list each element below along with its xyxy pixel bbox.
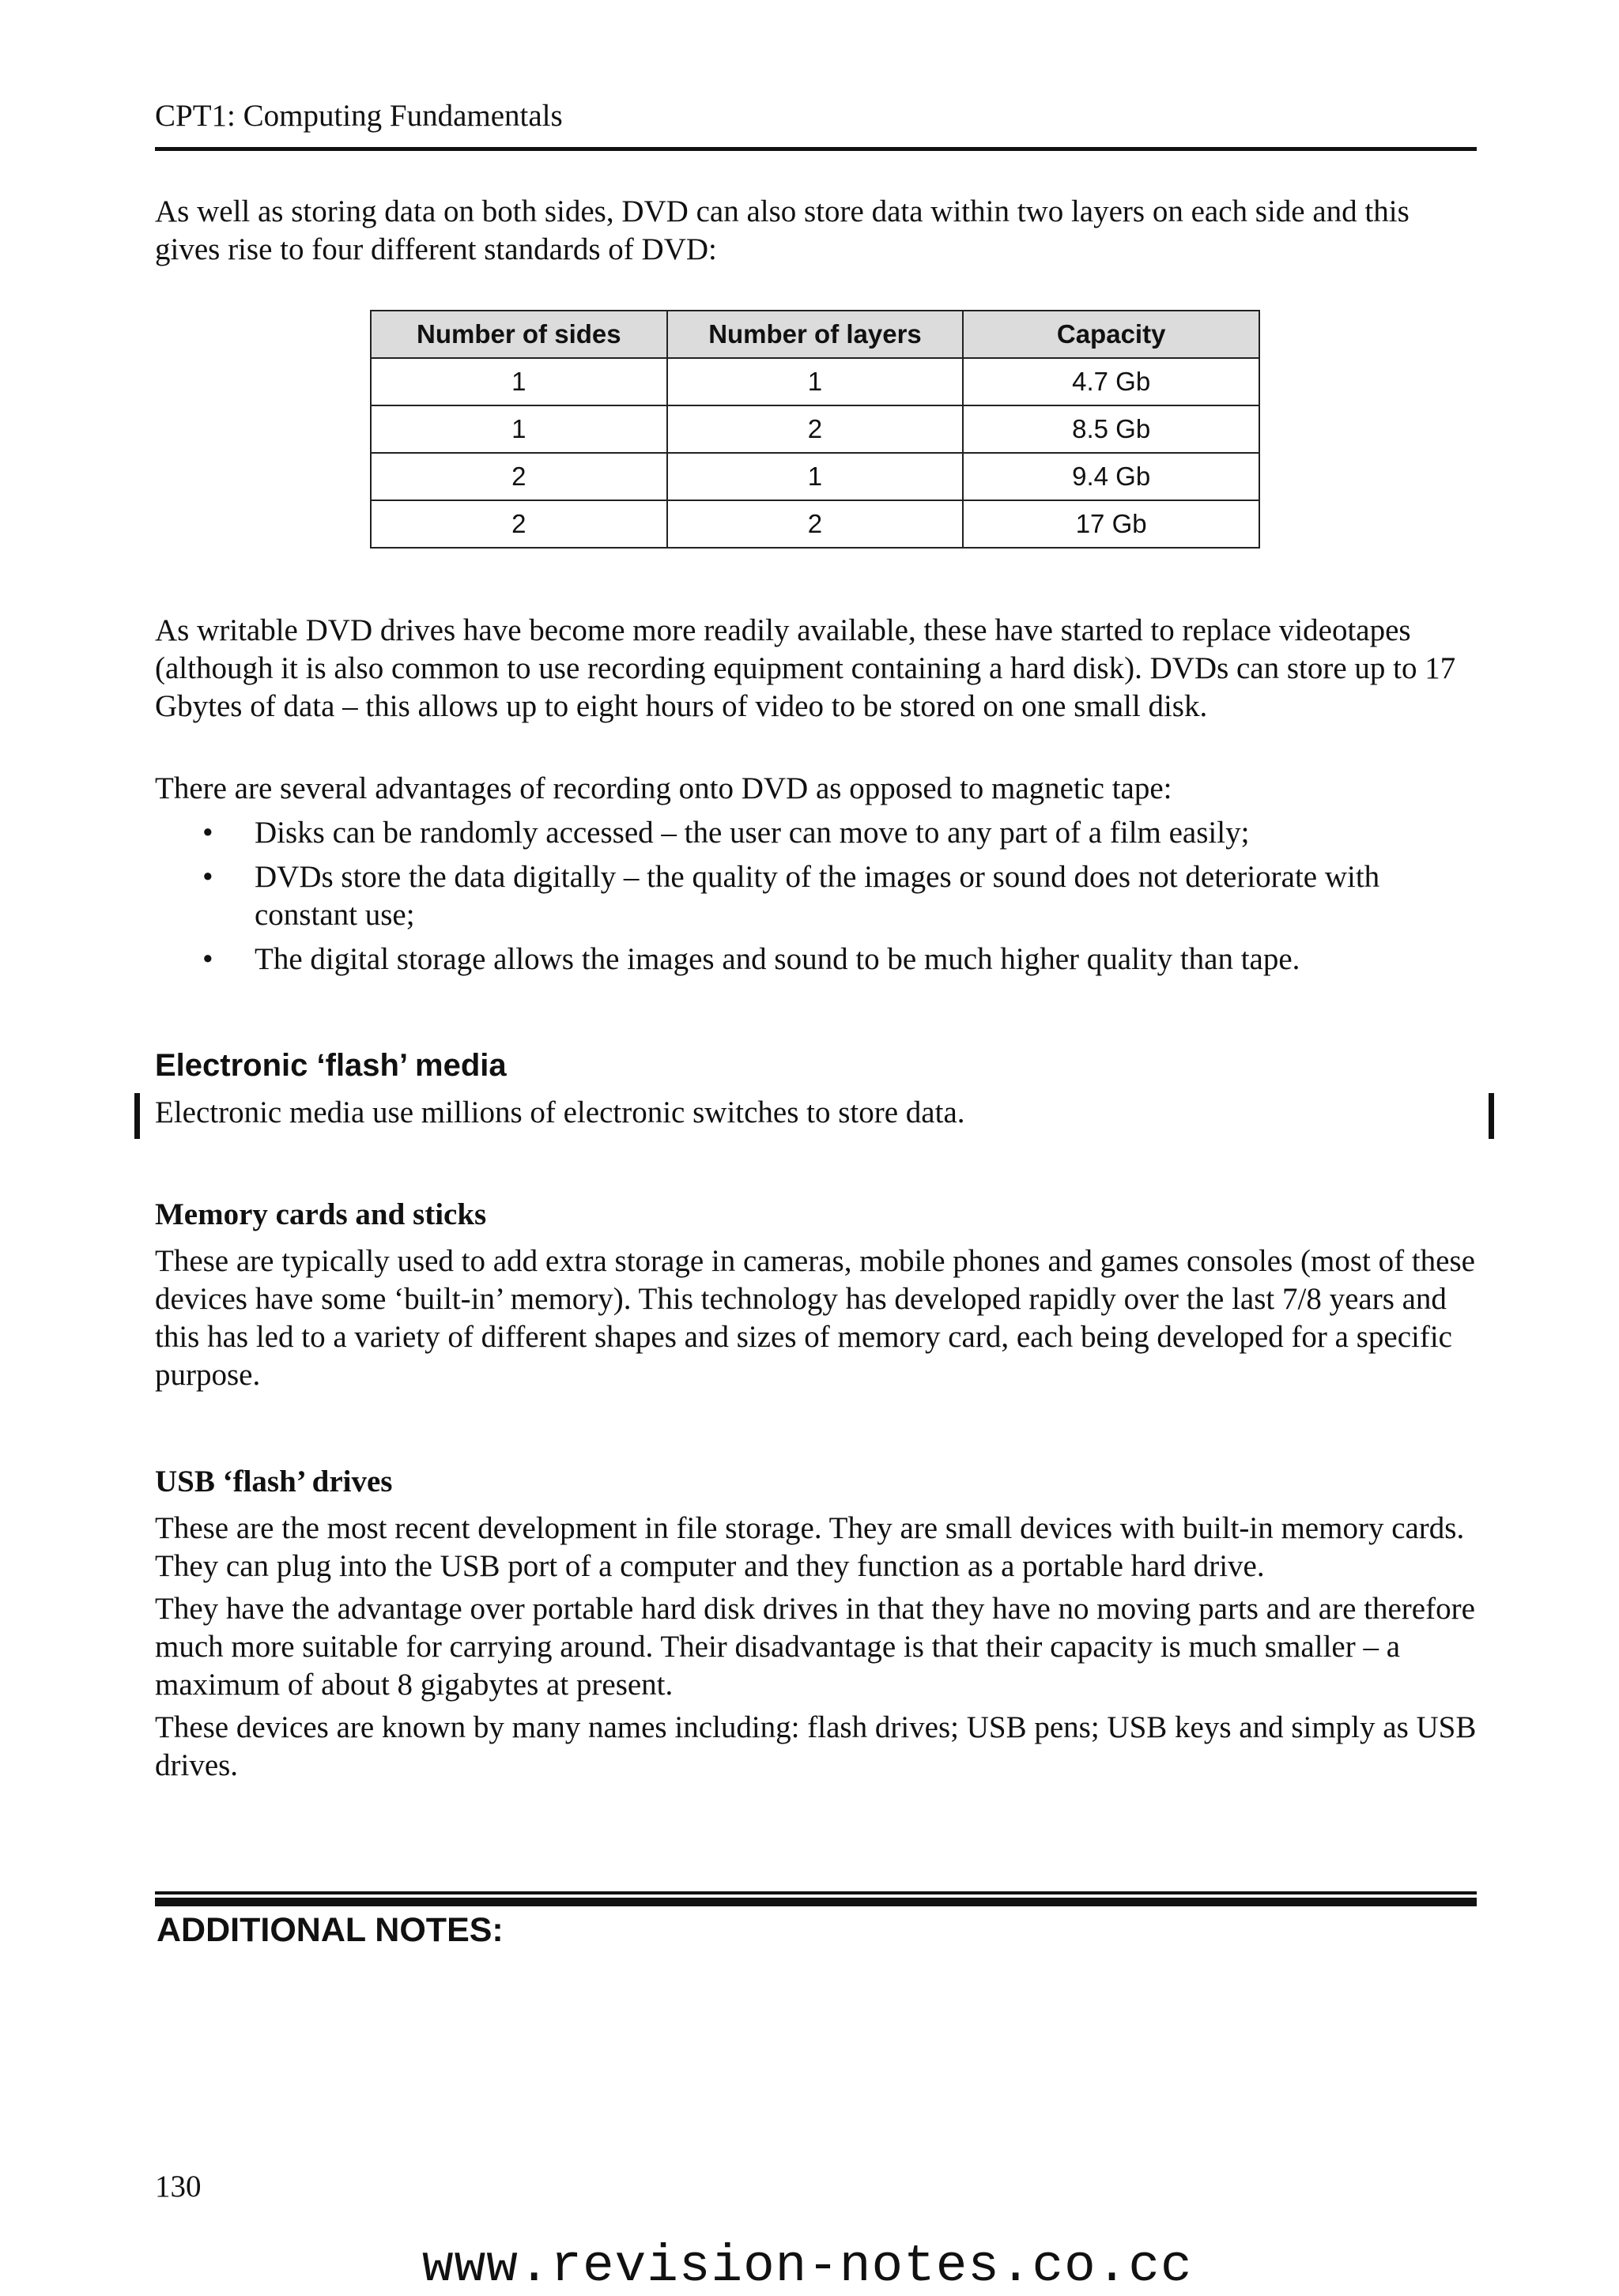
table-header-row <box>371 311 1259 358</box>
table-row <box>371 500 1259 548</box>
flash-media-intro: Electronic media use millions of electronic switches to store data. <box>155 1095 965 1129</box>
watermark-url: www.revision-notes.co.cc <box>422 2237 1193 2296</box>
usb-paragraph: They have the advantage over portable hard disk drives in that they have no moving parts and are therefore much more suitable for carrying around. Their disadvantage is that their capacity is much smaller – a maximum of about 8 gigabytes at present. <box>155 1592 1475 1702</box>
advantages-list <box>155 814 1477 985</box>
running-header: CPT1: Computing Fundamentals <box>155 99 563 133</box>
table-cell-sides: 1 <box>371 405 667 453</box>
additional-notes-heading: ADDITIONAL NOTES: <box>157 1911 504 1949</box>
notes-rule-thin <box>155 1891 1477 1894</box>
list-item-text: DVDs store the data digitally – the quality of the images or sound does not deteriorate with constant use; <box>255 860 1380 932</box>
table-cell-sides: 1 <box>371 358 667 405</box>
table-row <box>371 453 1259 500</box>
section-heading-flash-media: Electronic ‘flash’ media <box>155 1048 507 1083</box>
bullet-icon: • <box>202 860 213 894</box>
bullet-icon: • <box>202 816 213 850</box>
dvd-standards-table <box>370 310 1260 549</box>
memory-cards-paragraph: These are typically used to add extra storage in cameras, mobile phones and games consoles (most of these devices have some ‘built-in’ memory). This technology has developed rapidly over the last 7/8 years and this has led to a variety of different shapes and sizes of memory card, each being developed for a specific purpose. <box>155 1244 1475 1392</box>
column-header-capacity: Capacity <box>963 311 1259 358</box>
table-cell-capacity: 17 Gb <box>963 500 1259 548</box>
list-item <box>155 941 1477 978</box>
table-row <box>371 405 1259 453</box>
table-cell-sides: 2 <box>371 453 667 500</box>
header-rule <box>155 147 1477 151</box>
table-cell-capacity: 8.5 Gb <box>963 405 1259 453</box>
notes-rule-thick <box>155 1898 1477 1906</box>
subheading-memory-cards: Memory cards and sticks <box>155 1197 487 1231</box>
table-cell-layers: 2 <box>667 500 964 548</box>
usb-paragraph: These devices are known by many names including: flash drives; USB pens; USB keys and simply as USB drives. <box>155 1710 1477 1782</box>
list-item <box>155 814 1477 852</box>
table-cell-sides: 2 <box>371 500 667 548</box>
subheading-usb-drives: USB ‘flash’ drives <box>155 1465 393 1499</box>
advantages-intro: There are several advantages of recording onto DVD as opposed to magnetic tape: <box>155 771 1172 805</box>
column-header-sides: Number of sides <box>371 311 667 358</box>
change-bar-left <box>134 1093 140 1139</box>
table-cell-layers: 1 <box>667 453 964 500</box>
list-item-text: The digital storage allows the images and sound to be much higher quality than tape. <box>255 942 1300 976</box>
list-item-text: Disks can be randomly accessed – the user can move to any part of a film easily; <box>255 816 1250 850</box>
intro-paragraph: As well as storing data on both sides, DVD can also store data within two layers on each side and this gives rise to four different standards of DVD: <box>155 194 1410 266</box>
page-number: 130 <box>155 2170 202 2204</box>
list-item <box>155 858 1477 934</box>
table-cell-layers: 2 <box>667 405 964 453</box>
bullet-icon: • <box>202 942 213 976</box>
table-row <box>371 358 1259 405</box>
table-cell-layers: 1 <box>667 358 964 405</box>
column-header-layers: Number of layers <box>667 311 964 358</box>
table-cell-capacity: 4.7 Gb <box>963 358 1259 405</box>
writable-dvd-paragraph: As writable DVD drives have become more readily available, these have started to replace videotapes (although it is also common to use recording equipment containing a hard disk). DVDs can store up to 17 Gbytes of data – this allows up to eight hours of video to be stored on one small disk. <box>155 613 1456 723</box>
table-cell-capacity: 9.4 Gb <box>963 453 1259 500</box>
usb-paragraph: These are the most recent development in file storage. They are small devices with built-in memory cards. They can plug into the USB port of a computer and they function as a portable hard drive. <box>155 1511 1465 1583</box>
change-bar-right <box>1489 1093 1494 1139</box>
